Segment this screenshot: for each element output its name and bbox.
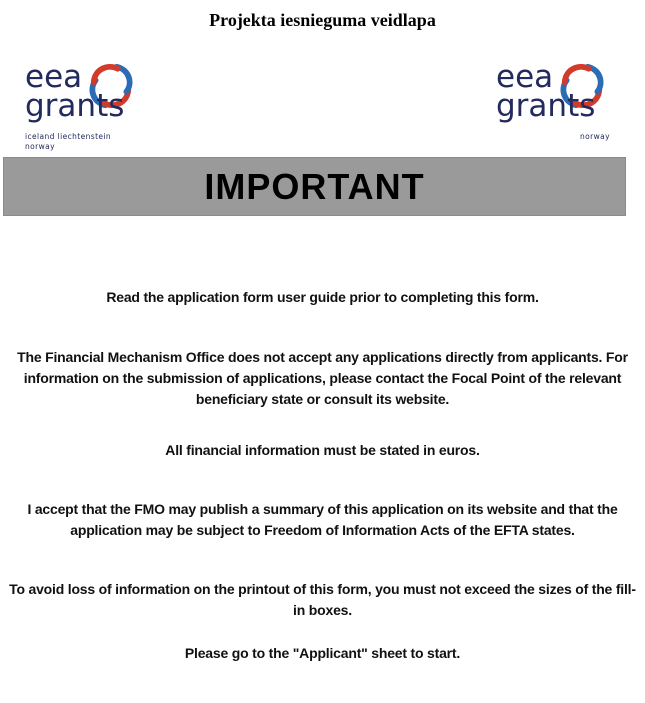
page-title: Projekta iesnieguma veidlapa: [209, 10, 436, 30]
logo-tagline-countries: iceland liechtenstein norway: [25, 132, 112, 151]
eea-grants-logo-left: [25, 59, 167, 151]
logo-row: [0, 59, 645, 151]
notices-section: [0, 287, 645, 664]
notice-read-user-guide: Read the application form user guide prior to completing this form.: [106, 289, 539, 305]
logo-word-grants: grants: [496, 88, 596, 124]
notice-fmo-publish-summary: I accept that the FMO may publish a summary of this application on its website and that the application may be subject to Freedom of Information Acts of the EFTA states.: [27, 501, 618, 538]
important-banner: [3, 157, 626, 216]
logo-tagline-norway: norway: [580, 132, 610, 141]
important-banner-label: IMPORTANT: [204, 166, 425, 207]
notice-fill-in-box-sizes: To avoid loss of information on the printout of this form, you must not exceed the sizes of the fill-in boxes.: [9, 581, 636, 618]
notice-go-to-applicant-sheet: Please go to the "Applicant" sheet to start.: [184, 645, 461, 661]
logo-word-eea: eea: [25, 59, 83, 95]
notice-financial-in-euros: All financial information must be stated in euros.: [165, 442, 480, 458]
notice-fmo-no-direct-applications: The Financial Mechanism Office does not accept any applications directly from applicants. For information on the submission of applications, please contact the Focal Point of the relevant beneficiary state or consult its website.: [17, 349, 628, 407]
logo-word-eea: eea: [496, 59, 554, 95]
logo-word-grants: grants: [25, 88, 125, 124]
eea-grants-logo-right: [496, 59, 638, 148]
